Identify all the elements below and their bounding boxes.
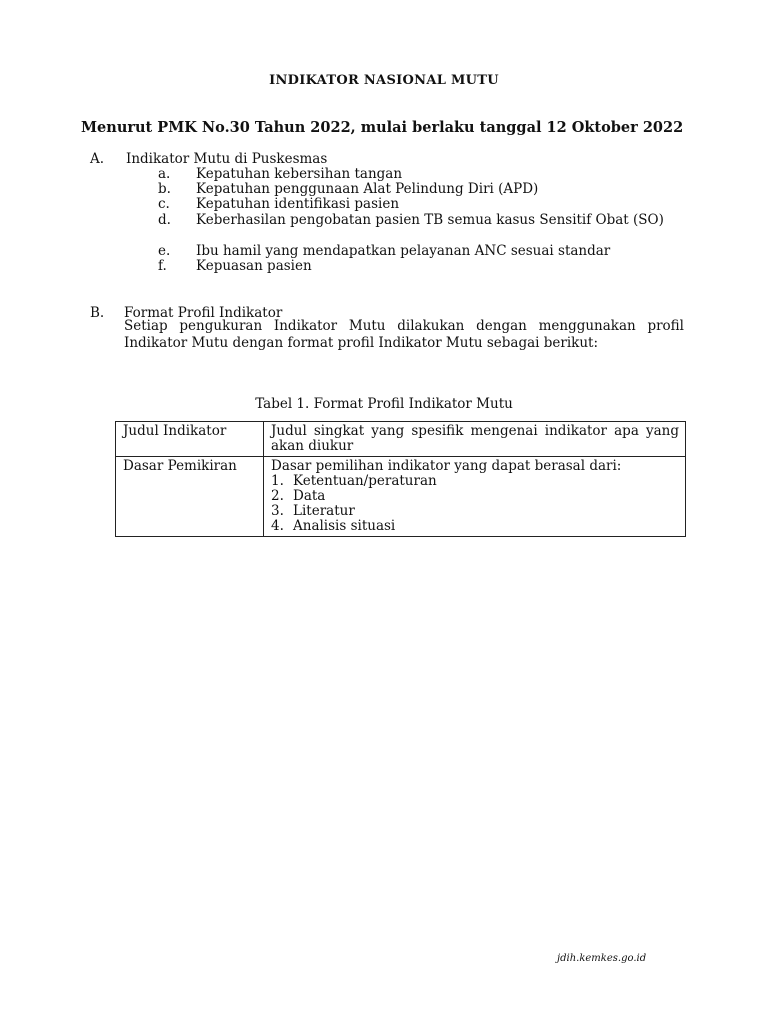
section-b-marker: B. <box>90 305 105 321</box>
list-item <box>271 489 679 504</box>
document-title: INDIKATOR NASIONAL MUTU <box>269 73 499 88</box>
section-a-heading: Indikator Mutu di Puskesmas <box>126 151 328 167</box>
list-item-text: Literatur <box>293 503 355 519</box>
table-cell-value: Judul singkat yang spesifik mengenai indikator apa yang akan diukur <box>264 422 686 457</box>
footer-url: jdih.kemkes.go.id <box>557 953 647 964</box>
list-item-text: Kepatuhan identifikasi pasien <box>196 196 400 212</box>
list-item-number: 1. <box>271 473 284 489</box>
numbered-list <box>271 474 679 534</box>
list-item <box>271 504 679 519</box>
document-subtitle: Menurut PMK No.30 Tahun 2022, mulai berlaku tanggal 12 Oktober 2022 <box>81 119 684 136</box>
list-item-number: 4. <box>271 518 284 534</box>
table-row <box>116 457 686 537</box>
list-item-text: Kepuasan pasien <box>196 258 312 274</box>
list-item-marker: e. <box>158 243 171 259</box>
list-item-marker: c. <box>158 196 170 212</box>
list-item-text: Ibu hamil yang mendapatkan pelayanan ANC sesuai standar <box>196 243 611 259</box>
list-item-marker: d. <box>158 212 171 228</box>
list-item-text: Data <box>293 488 326 504</box>
list-item-text: Kepatuhan kebersihan tangan <box>196 166 403 182</box>
list-item <box>271 519 679 534</box>
list-item-text: Ketentuan/peraturan <box>293 473 437 489</box>
table-cell-value <box>264 457 686 537</box>
table-row <box>116 422 686 457</box>
list-item <box>271 474 679 489</box>
list-item-number: 3. <box>271 503 284 519</box>
list-item-text: Kepatuhan penggunaan Alat Pelindung Diri (APD) <box>196 181 539 197</box>
table-cell-label: Dasar Pemikiran <box>116 457 264 537</box>
list-item-marker: f. <box>158 258 167 274</box>
profile-table <box>115 421 686 537</box>
list-item-text: Keberhasilan pengobatan pasien TB semua kasus Sensitif Obat (SO) <box>196 212 664 228</box>
section-b-paragraph: Setiap pengukuran Indikator Mutu dilakukan dengan menggunakan profil Indikator Mutu dengan format profil Indikator Mutu sebagai berikut: <box>124 318 684 351</box>
section-b-heading: Format Profil Indikator <box>124 305 283 321</box>
table-caption: Tabel 1. Format Profil Indikator Mutu <box>255 396 513 412</box>
section-a-marker: A. <box>90 151 105 167</box>
table-cell-text: Dasar pemilihan indikator yang dapat berasal dari: <box>271 458 622 474</box>
table-cell-label: Judul Indikator <box>116 422 264 457</box>
list-item-text: Analisis situasi <box>293 518 396 534</box>
list-item-marker: b. <box>158 181 171 197</box>
list-item-number: 2. <box>271 488 284 504</box>
list-item-marker: a. <box>158 166 171 182</box>
